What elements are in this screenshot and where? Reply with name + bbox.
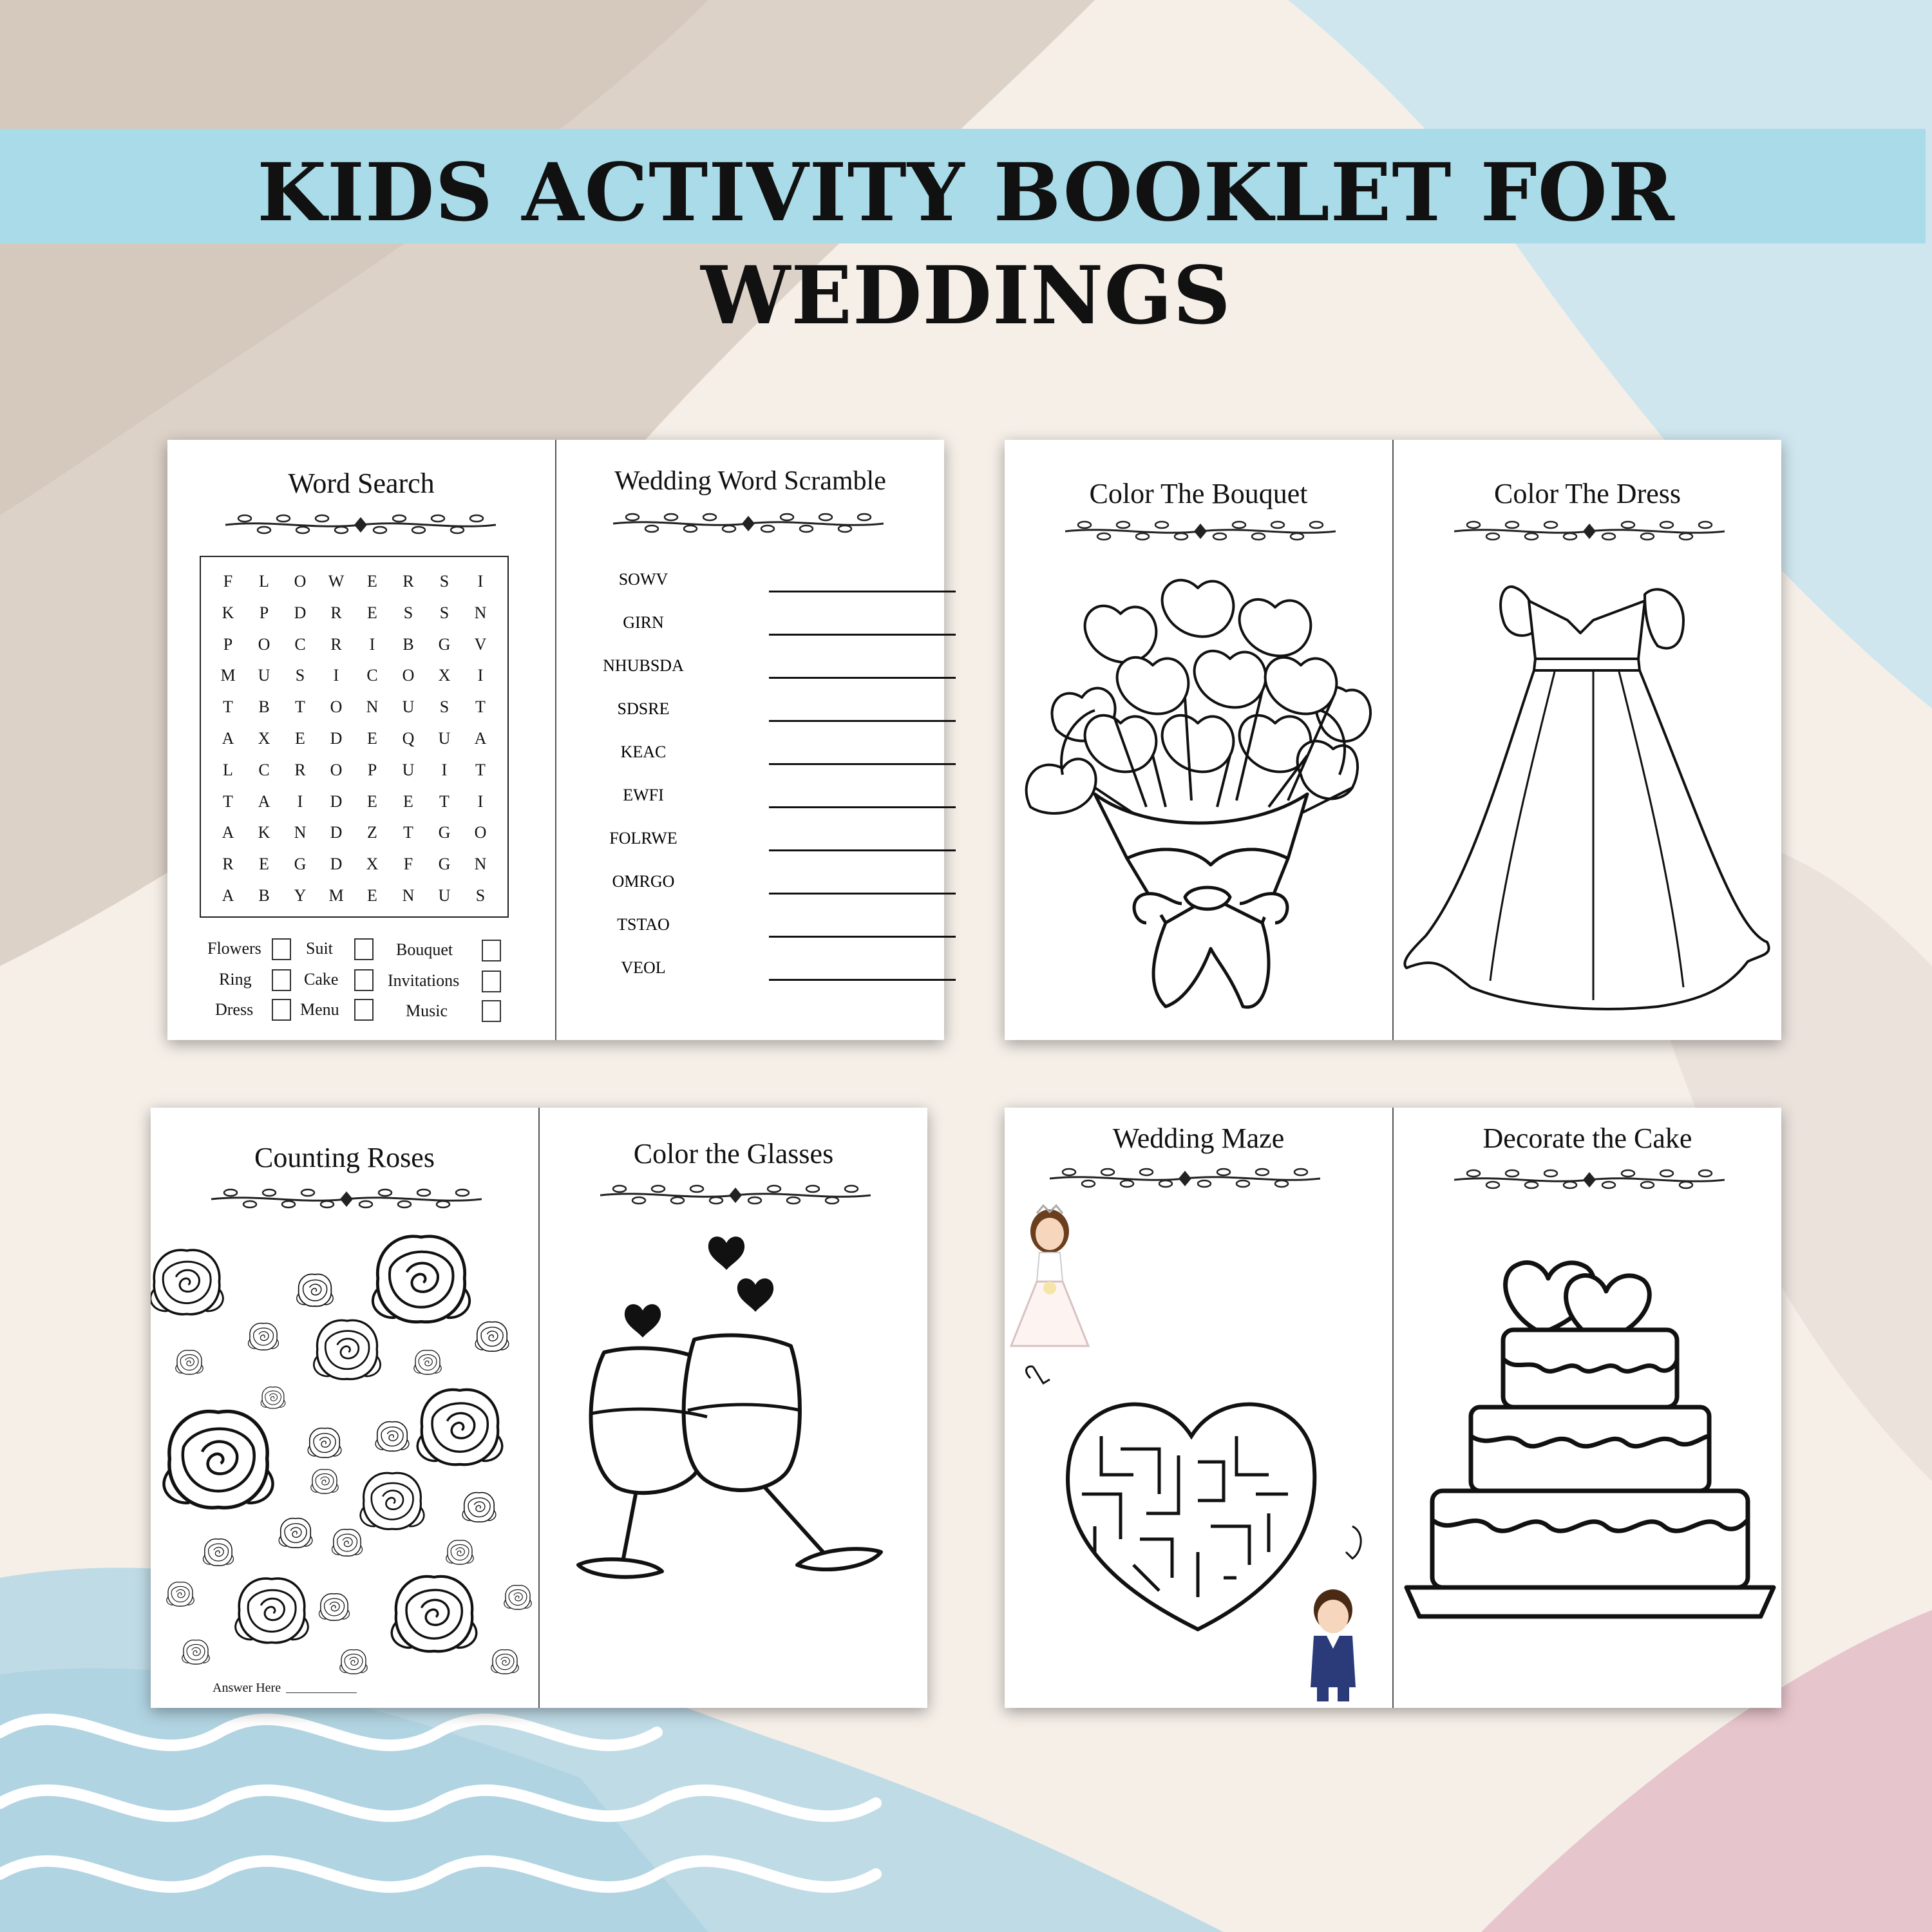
rose-icon: [164, 1412, 272, 1508]
laurel-vine-icon: [613, 511, 884, 536]
grid-letter[interactable]: E: [367, 791, 377, 811]
word-search-grid: [200, 556, 509, 918]
rose-icon: [446, 1540, 473, 1564]
grid-letter[interactable]: E: [367, 728, 377, 748]
scrambled-word: GIRN: [623, 613, 664, 632]
grid-letter[interactable]: S: [475, 886, 486, 905]
grid-letter[interactable]: T: [475, 697, 486, 717]
word-suit: Suit: [306, 939, 333, 958]
word-cake: Cake: [304, 970, 339, 989]
answer-line[interactable]: [769, 979, 956, 981]
scramble-row: [595, 778, 930, 817]
grid-letter[interactable]: T: [439, 791, 450, 811]
grid-letter[interactable]: O: [258, 634, 270, 654]
grid-letter[interactable]: E: [259, 855, 269, 874]
scramble-row: [595, 951, 930, 989]
grid-letter[interactable]: X: [438, 666, 451, 685]
grid-letter[interactable]: D: [330, 855, 343, 874]
checkbox-ring[interactable]: [272, 969, 291, 991]
wedding-maze-title: Wedding Maze: [1112, 1122, 1285, 1154]
rose-icon: [236, 1578, 308, 1643]
scrambled-word: OMRGO: [612, 872, 675, 891]
grid-letter[interactable]: E: [367, 886, 377, 905]
rose-icon: [311, 1470, 338, 1493]
grid-letter[interactable]: U: [438, 728, 451, 748]
scramble-row: [595, 562, 930, 601]
grid-letter[interactable]: B: [402, 634, 414, 654]
laurel-vine-icon: [1454, 518, 1725, 544]
decorate-cake-title: Decorate the Cake: [1482, 1122, 1692, 1154]
grid-letter[interactable]: P: [259, 603, 269, 622]
grid-letter[interactable]: C: [366, 666, 378, 685]
grid-letter[interactable]: Q: [402, 728, 415, 748]
spread-roses-glasses: [151, 1108, 927, 1708]
grid-letter[interactable]: M: [220, 666, 236, 685]
answer-line[interactable]: [769, 720, 956, 722]
grid-letter[interactable]: T: [223, 697, 233, 717]
laurel-vine-icon: [211, 1186, 482, 1212]
grid-letter[interactable]: R: [330, 634, 342, 654]
page-word-scramble: [556, 440, 944, 1040]
checkbox-bouquet[interactable]: [482, 940, 501, 961]
scrambled-word: SDSRE: [617, 699, 670, 718]
scrambled-word: SOWV: [618, 570, 668, 589]
spread-word-search-scramble: [167, 440, 944, 1040]
grid-letter[interactable]: R: [222, 855, 234, 874]
bouquet-illustration: [1018, 562, 1378, 1026]
grid-letter[interactable]: Y: [294, 886, 307, 905]
grid-letter[interactable]: O: [402, 666, 415, 685]
rose-icon: [279, 1519, 312, 1548]
grid-letter[interactable]: S: [295, 666, 305, 685]
page-counting-roses: [151, 1108, 538, 1708]
grid-letter[interactable]: I: [333, 666, 339, 685]
cake-illustration: [1394, 1236, 1781, 1636]
grid-letter[interactable]: L: [259, 572, 269, 591]
scramble-row: [595, 649, 930, 687]
scramble-row: [595, 864, 930, 903]
rose-icon: [462, 1493, 496, 1522]
glasses-title: Color the Glasses: [633, 1138, 834, 1170]
rose-icon: [332, 1530, 363, 1557]
heart-icon: [625, 1236, 773, 1338]
word-invitations: Invitations: [388, 971, 460, 990]
grid-letter[interactable]: D: [330, 823, 343, 842]
answer-line[interactable]: [286, 1692, 357, 1693]
word-bouquet: Bouquet: [396, 940, 453, 959]
rose-icon: [176, 1350, 203, 1374]
checkbox-dress[interactable]: [272, 999, 291, 1021]
scrambled-word: FOLRWE: [609, 829, 677, 848]
grid-letter[interactable]: Z: [367, 823, 377, 842]
grid-letter[interactable]: I: [477, 572, 484, 591]
word-flowers: Flowers: [207, 939, 261, 958]
grid-letter[interactable]: D: [330, 728, 343, 748]
grid-letter[interactable]: P: [223, 634, 233, 654]
grid-letter[interactable]: T: [295, 697, 305, 717]
grid-letter[interactable]: P: [367, 760, 377, 779]
rose-icon: [475, 1322, 509, 1352]
dress-illustration: [1400, 569, 1774, 1013]
grid-letter[interactable]: T: [403, 823, 413, 842]
grid-letter[interactable]: M: [328, 886, 344, 905]
grid-letter[interactable]: I: [441, 760, 448, 779]
grid-letter[interactable]: O: [294, 572, 307, 591]
rose-icon: [314, 1320, 380, 1379]
grid-letter[interactable]: U: [402, 697, 415, 717]
grid-letter[interactable]: I: [477, 791, 484, 811]
laurel-vine-icon: [600, 1182, 871, 1208]
checkbox-menu[interactable]: [354, 999, 374, 1021]
rose-icon: [297, 1274, 333, 1307]
spread-bouquet-dress: [1005, 440, 1781, 1040]
roses-illustration: [151, 1217, 538, 1681]
grid-letter[interactable]: G: [438, 855, 451, 874]
grid-letter[interactable]: E: [295, 728, 305, 748]
rose-icon: [151, 1250, 223, 1314]
grid-letter[interactable]: U: [258, 666, 270, 685]
laurel-vine-icon: [1065, 518, 1336, 544]
grid-letter[interactable]: S: [439, 697, 450, 717]
grid-letter[interactable]: R: [294, 760, 306, 779]
answer-line[interactable]: [769, 893, 956, 895]
rose-icon: [167, 1582, 194, 1606]
grid-letter[interactable]: O: [330, 760, 343, 779]
rose-icon: [204, 1539, 234, 1566]
grid-letter[interactable]: U: [402, 760, 415, 779]
rose-icon: [414, 1350, 441, 1374]
grid-letter[interactable]: O: [330, 697, 343, 717]
checkbox-suit[interactable]: [354, 938, 374, 960]
grid-letter[interactable]: N: [474, 855, 487, 874]
answer-line[interactable]: [769, 936, 956, 938]
word-scramble-title: Wedding Word Scramble: [614, 466, 886, 496]
grid-letter[interactable]: F: [223, 572, 233, 591]
grid-letter[interactable]: A: [222, 728, 234, 748]
grid-letter[interactable]: S: [403, 603, 413, 622]
answer-line[interactable]: [769, 677, 956, 679]
grid-letter[interactable]: E: [367, 572, 377, 591]
grid-letter[interactable]: N: [474, 603, 487, 622]
grid-letter[interactable]: R: [402, 572, 414, 591]
grid-letter[interactable]: I: [297, 791, 303, 811]
grid-letter[interactable]: C: [294, 634, 306, 654]
checkbox-music[interactable]: [482, 1000, 501, 1022]
scramble-row: [595, 735, 930, 773]
grid-letter[interactable]: X: [366, 855, 379, 874]
rose-icon: [308, 1428, 341, 1458]
rose-icon: [261, 1387, 285, 1408]
grid-letter[interactable]: D: [330, 791, 343, 811]
bouquet-title: Color The Bouquet: [1089, 478, 1308, 509]
heart-maze-illustration: [1005, 1191, 1392, 1707]
scrambled-word: KEAC: [620, 743, 667, 761]
word-search-title: Word Search: [288, 468, 435, 499]
grid-letter[interactable]: T: [223, 791, 233, 811]
grid-letter[interactable]: K: [222, 603, 234, 622]
grid-letter[interactable]: G: [294, 855, 307, 874]
grid-letter[interactable]: B: [258, 697, 270, 717]
grid-letter[interactable]: F: [403, 855, 413, 874]
grid-letter[interactable]: A: [258, 791, 270, 811]
grid-letter[interactable]: T: [475, 760, 486, 779]
banner-title: KIDS ACTIVITY BOOKLET FOR WEDDINGS: [257, 146, 1675, 343]
word-menu: Menu: [300, 1000, 339, 1019]
rose-icon: [491, 1650, 518, 1674]
rose-icon: [182, 1640, 209, 1664]
checkbox-flowers[interactable]: [272, 938, 291, 960]
grid-letter[interactable]: D: [294, 603, 307, 622]
grid-letter[interactable]: N: [366, 697, 379, 717]
scramble-row: [595, 692, 930, 730]
laurel-vine-icon: [1454, 1167, 1725, 1193]
page-glasses: [540, 1108, 927, 1708]
grid-letter[interactable]: G: [438, 823, 451, 842]
word-dress: Dress: [215, 1000, 254, 1019]
grid-letter[interactable]: C: [258, 760, 270, 779]
answer-line[interactable]: [769, 806, 956, 808]
grid-letter[interactable]: X: [258, 728, 270, 748]
grid-letter[interactable]: S: [439, 603, 450, 622]
grid-letter[interactable]: E: [403, 791, 413, 811]
answer-line[interactable]: [769, 849, 956, 851]
laurel-vine-icon: [225, 512, 496, 538]
groom-illustration: [1311, 1589, 1356, 1701]
answer-line[interactable]: [769, 763, 956, 765]
rose-icon: [319, 1594, 350, 1621]
rose-icon: [340, 1650, 367, 1674]
rose-icon: [361, 1473, 424, 1529]
rose-icon: [373, 1236, 469, 1322]
scramble-row: [595, 907, 930, 946]
scramble-row: [595, 821, 930, 860]
dress-title: Color The Dress: [1493, 478, 1681, 509]
grid-letter[interactable]: B: [258, 886, 270, 905]
grid-letter[interactable]: A: [474, 728, 487, 748]
word-music: Music: [406, 1001, 448, 1020]
spread-maze-cake: [1005, 1108, 1781, 1708]
laurel-vine-icon: [1050, 1166, 1320, 1191]
wine-glasses-illustration: [553, 1224, 913, 1584]
grid-letter[interactable]: W: [328, 572, 345, 591]
word-ring: Ring: [219, 970, 252, 989]
grid-letter[interactable]: U: [438, 886, 451, 905]
checkbox-cake[interactable]: [354, 969, 374, 991]
page-decorate-cake: [1394, 1108, 1781, 1708]
page-wedding-maze: [1005, 1108, 1392, 1708]
page-word-search: [167, 440, 555, 1040]
grid-letter[interactable]: O: [474, 823, 487, 842]
grid-letter[interactable]: I: [369, 634, 375, 654]
grid-letter[interactable]: L: [223, 760, 233, 779]
grid-letter[interactable]: G: [438, 634, 451, 654]
page-bouquet: [1005, 440, 1392, 1040]
grid-letter[interactable]: S: [439, 572, 450, 591]
grid-letter[interactable]: I: [477, 666, 484, 685]
grid-letter[interactable]: V: [474, 634, 487, 654]
rose-icon: [249, 1323, 279, 1350]
answer-label: Answer Here: [213, 1681, 281, 1695]
rose-icon: [392, 1577, 476, 1651]
scrambled-word: VEOL: [621, 958, 666, 977]
page-dress: [1394, 440, 1781, 1040]
grid-letter[interactable]: A: [222, 886, 234, 905]
scrambled-word: TSTAO: [617, 915, 670, 934]
grid-letter[interactable]: E: [367, 603, 377, 622]
rose-icon: [375, 1422, 409, 1452]
answer-line[interactable]: [769, 591, 956, 592]
bride-illustration: [1011, 1206, 1088, 1346]
rose-icon: [417, 1390, 502, 1464]
scramble-row: [595, 605, 930, 644]
grid-letter[interactable]: R: [330, 603, 342, 622]
rose-icon: [504, 1586, 531, 1609]
grid-letter[interactable]: N: [402, 886, 415, 905]
grid-letter[interactable]: K: [258, 823, 270, 842]
scrambled-word: NHUBSDA: [603, 656, 684, 675]
grid-letter[interactable]: N: [294, 823, 307, 842]
counting-roses-title: Counting Roses: [254, 1142, 435, 1173]
checkbox-invitations[interactable]: [482, 971, 501, 992]
answer-line[interactable]: [769, 634, 956, 636]
grid-letter[interactable]: A: [222, 823, 234, 842]
scrambled-word: EWFI: [623, 786, 664, 804]
